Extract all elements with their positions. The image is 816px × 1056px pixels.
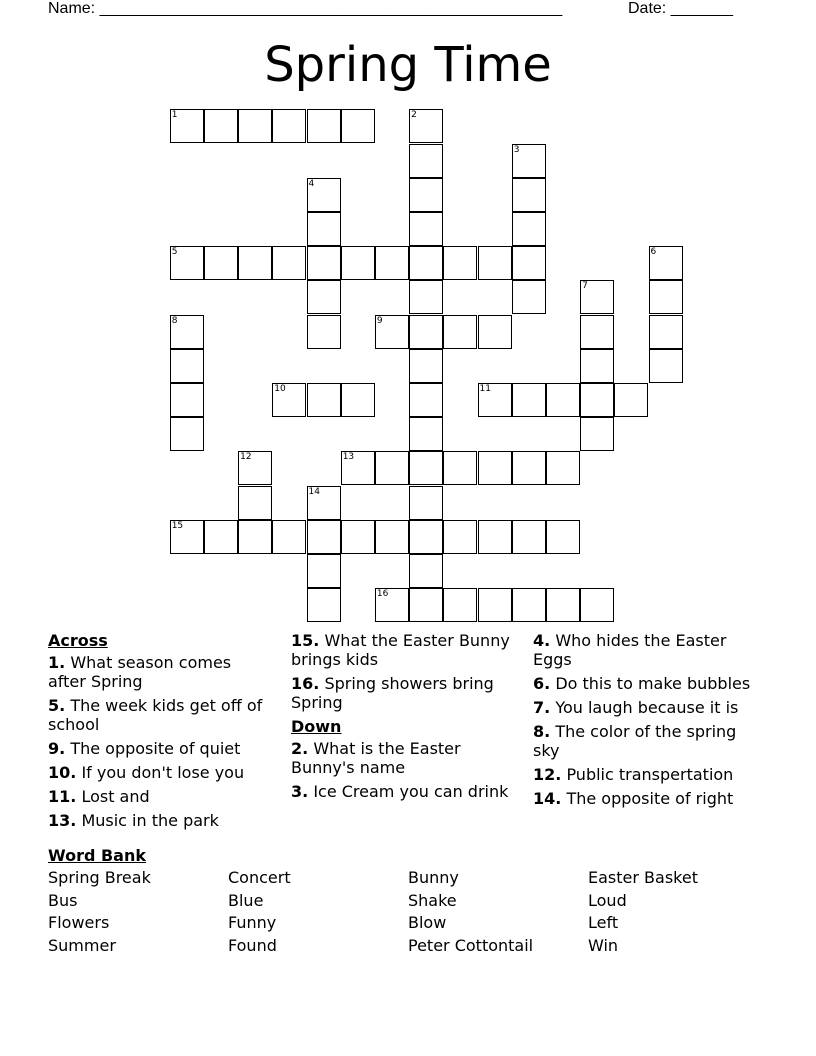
clue-number: 10 (274, 384, 286, 394)
across-heading: Across (48, 631, 108, 650)
grid-cell[interactable] (580, 280, 614, 314)
grid-cell[interactable] (238, 520, 272, 554)
grid-cell[interactable] (341, 246, 375, 280)
grid-cell[interactable] (649, 246, 683, 280)
grid-cell[interactable] (409, 144, 443, 178)
clue-number: 12 (240, 452, 252, 463)
word-bank-item: Funny (228, 913, 277, 932)
date-field-label[interactable]: Date: _______ (628, 0, 733, 17)
grid-cell[interactable] (170, 349, 204, 383)
clue-number: 16 (376, 589, 389, 600)
grid-cell[interactable] (478, 383, 512, 417)
grid-cell[interactable] (375, 588, 409, 622)
clue-down-14: 14. The opposite of right (533, 789, 734, 808)
name-field-label[interactable]: Name: ____________________________________________________ (48, 0, 563, 17)
clue-across-1: 1. What season comes after Spring (48, 653, 232, 691)
grid-cell[interactable] (478, 520, 512, 554)
word-bank-item: Shake (408, 890, 457, 910)
grid-cell[interactable] (546, 383, 580, 417)
clue-number: 6 (650, 247, 657, 258)
grid-cell[interactable] (512, 383, 546, 417)
grid-cell[interactable] (170, 315, 204, 349)
grid-cell[interactable] (204, 246, 238, 280)
grid-cell[interactable] (170, 246, 204, 280)
clue-down-12: 12. Public transpertation (533, 765, 734, 784)
grid-cell[interactable] (170, 109, 204, 143)
clue-down-8: 8. The color of the spring sky (533, 722, 737, 760)
grid-cell[interactable] (238, 246, 272, 280)
clue-number: 15 (171, 520, 184, 531)
grid-cell[interactable] (170, 417, 204, 451)
word-bank-item: Summer (48, 935, 116, 955)
grid-cell[interactable] (478, 451, 512, 485)
clue-across-5: 5. The week kids get off of school (48, 696, 263, 734)
grid-cell[interactable] (546, 451, 580, 485)
clue-number: 14 (308, 486, 320, 497)
grid-cell[interactable] (375, 451, 409, 485)
grid-cell[interactable] (409, 588, 443, 622)
grid-cell[interactable] (614, 383, 648, 417)
word-bank-item: Easter Basket (588, 868, 698, 887)
grid-cell[interactable] (375, 315, 409, 349)
grid-cell[interactable] (307, 178, 341, 212)
grid-cell[interactable] (512, 280, 546, 314)
grid-cell[interactable] (443, 520, 477, 554)
word-bank-item: Flowers (48, 913, 110, 932)
grid-cell[interactable] (272, 383, 306, 417)
clue-number: 3 (513, 144, 520, 155)
grid-cell[interactable] (512, 451, 546, 485)
grid-cell[interactable] (272, 109, 306, 143)
grid-cell[interactable] (272, 520, 306, 554)
grid-cell[interactable] (409, 280, 443, 314)
grid-cell[interactable] (409, 315, 443, 349)
grid-cell[interactable] (307, 109, 341, 143)
clue-down-3: 3. Ice Cream you can drink (291, 782, 509, 801)
grid-cell[interactable] (649, 280, 683, 314)
grid-cell[interactable] (443, 451, 477, 485)
grid-cell[interactable] (238, 451, 272, 485)
grid-cell[interactable] (341, 451, 375, 485)
grid-cell[interactable] (512, 144, 546, 178)
grid-cell[interactable] (580, 383, 614, 417)
grid-cell[interactable] (512, 520, 546, 554)
grid-cell[interactable] (307, 383, 341, 417)
grid-cell[interactable] (170, 383, 204, 417)
grid-cell[interactable] (409, 554, 443, 588)
clue-number: 2 (411, 110, 417, 121)
grid-cell[interactable] (307, 554, 341, 588)
clue-number: 5 (171, 247, 178, 258)
page-title: Spring Time (264, 37, 552, 93)
clue-across-11: 11. Lost and (48, 787, 150, 806)
word-bank-item: Blue (228, 890, 264, 910)
word-bank-item: Win (588, 935, 619, 955)
grid-cell[interactable] (580, 349, 614, 383)
grid-cell[interactable] (341, 109, 375, 143)
grid-cell[interactable] (307, 315, 341, 349)
grid-cell[interactable] (204, 109, 238, 143)
grid-cell[interactable] (443, 588, 477, 622)
grid-cell[interactable] (478, 315, 512, 349)
grid-cell[interactable] (307, 520, 341, 554)
grid-cell[interactable] (375, 246, 409, 280)
grid-cell[interactable] (409, 178, 443, 212)
clue-across-16: 16. Spring showers bring Spring (291, 674, 494, 712)
grid-cell[interactable] (307, 212, 341, 246)
grid-cell[interactable] (478, 246, 512, 280)
grid-cell[interactable] (409, 451, 443, 485)
clues-column-1 (48, 631, 270, 835)
clue-down-6: 6. Do this to make bubbles (533, 674, 751, 693)
grid-cell[interactable] (546, 520, 580, 554)
grid-cell[interactable] (512, 212, 546, 246)
grid-cell[interactable] (341, 383, 375, 417)
grid-cell[interactable] (443, 246, 477, 280)
grid-cell[interactable] (204, 520, 238, 554)
clue-number: 11 (479, 384, 491, 394)
clue-across-10: 10. If you don't lose you (48, 763, 245, 782)
grid-cell[interactable] (375, 520, 409, 554)
grid-cell[interactable] (238, 109, 272, 143)
clue-down-2: 2. What is the Easter Bunny's name (291, 739, 461, 777)
clue-number: 8 (171, 315, 178, 326)
grid-cell[interactable] (409, 486, 443, 520)
word-bank-item: Concert (228, 868, 291, 887)
grid-cell[interactable] (580, 417, 614, 451)
clue-number: 9 (376, 315, 383, 326)
word-bank-item: Bus (48, 890, 78, 910)
word-bank-item: Spring Break (48, 868, 151, 887)
clues-column-3 (533, 631, 765, 813)
word-bank-item: Bunny (408, 868, 459, 887)
grid-cell[interactable] (443, 315, 477, 349)
grid-cell[interactable] (478, 588, 512, 622)
word-bank-heading: Word Bank (48, 846, 147, 865)
word-bank-item: Left (588, 913, 619, 932)
grid-cell[interactable] (307, 246, 341, 280)
word-bank-item: Blow (408, 913, 447, 932)
grid-cell[interactable] (512, 588, 546, 622)
grid-cell[interactable] (409, 349, 443, 383)
grid-cell[interactable] (341, 520, 375, 554)
grid-cell[interactable] (409, 109, 443, 143)
clue-number: 4 (308, 178, 315, 189)
grid-cell[interactable] (512, 246, 546, 280)
clues-column-2 (291, 631, 523, 806)
clue-across-9: 9. The opposite of quiet (48, 739, 241, 758)
clue-down-7: 7. You laugh because it is (533, 698, 739, 717)
grid-cell[interactable] (409, 212, 443, 246)
grid-cell[interactable] (170, 520, 204, 554)
grid-cell[interactable] (580, 588, 614, 622)
grid-cell[interactable] (512, 178, 546, 212)
clue-number: 7 (582, 281, 588, 292)
clue-across-15: 15. What the Easter Bunny brings kids (291, 631, 510, 669)
clue-down-4: 4. Who hides the Easter Eggs (533, 631, 727, 669)
clue-number: 1 (171, 110, 178, 121)
grid-cell[interactable] (409, 417, 443, 451)
grid-cell[interactable] (307, 486, 341, 520)
grid-cell[interactable] (307, 588, 341, 622)
down-heading: Down (291, 717, 342, 736)
clue-number: 13 (342, 452, 355, 463)
word-bank-item: Peter Cottontail (408, 935, 534, 955)
grid-cell[interactable] (409, 246, 443, 280)
grid-cell[interactable] (580, 315, 614, 349)
word-bank-item: Loud (588, 890, 627, 910)
grid-cell[interactable] (649, 315, 683, 349)
grid-cell[interactable] (307, 280, 341, 314)
grid-cell[interactable] (409, 383, 443, 417)
clue-across-13: 13. Music in the park (48, 811, 219, 830)
grid-cell[interactable] (546, 588, 580, 622)
grid-cell[interactable] (649, 349, 683, 383)
grid-cell[interactable] (238, 486, 272, 520)
word-bank-item: Found (228, 935, 277, 955)
grid-cell[interactable] (272, 246, 306, 280)
grid-cell[interactable] (409, 520, 443, 554)
